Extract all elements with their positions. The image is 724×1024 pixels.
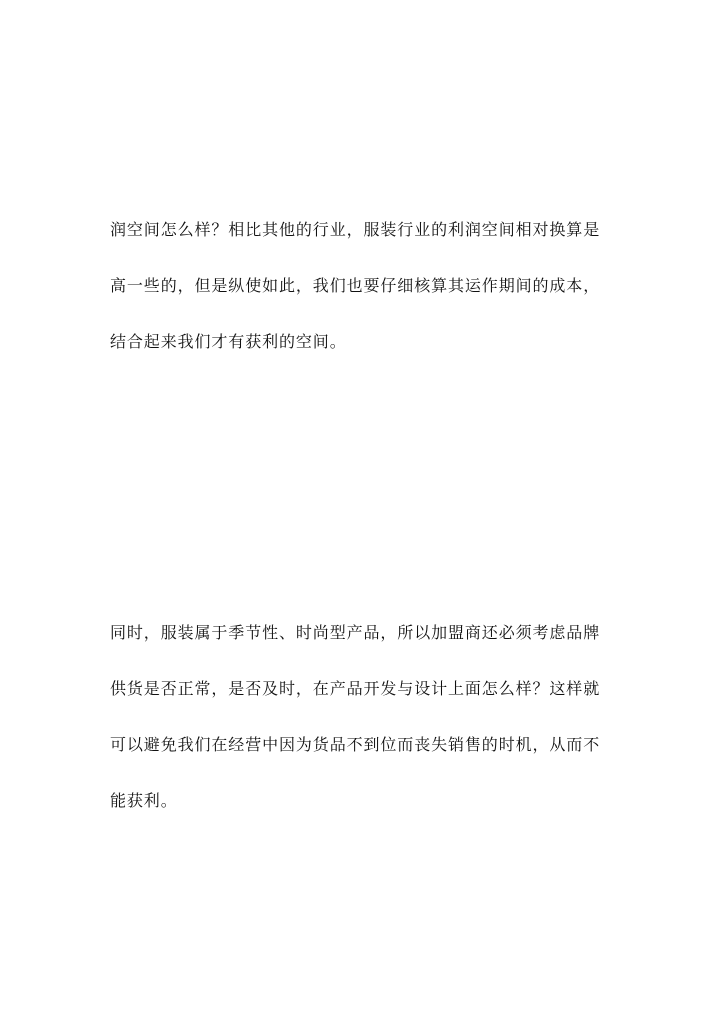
text-line: 能获利。 <box>110 791 178 810</box>
text-line: 高一些的，但是纵使如此，我们也要仔细核算其运作期间的成本， <box>110 276 601 295</box>
text-line: 同时，服装属于季节性、时尚型产品，所以加盟商还必须考虑品牌 <box>110 623 601 642</box>
text-line: 结合起来我们才有获利的空间。 <box>110 332 347 351</box>
text-line: 可以避免我们在经营中因为货品不到位而丧失销售的时机，从而不 <box>110 735 601 754</box>
paragraph-profit-margin <box>110 218 630 386</box>
text-line: 供货是否正常，是否及时，在产品开发与设计上面怎么样？这样就 <box>110 679 601 698</box>
paragraph-supply-timing <box>110 621 630 845</box>
text-line: 润空间怎么样？相比其他的行业，服装行业的利润空间相对换算是 <box>110 220 601 239</box>
